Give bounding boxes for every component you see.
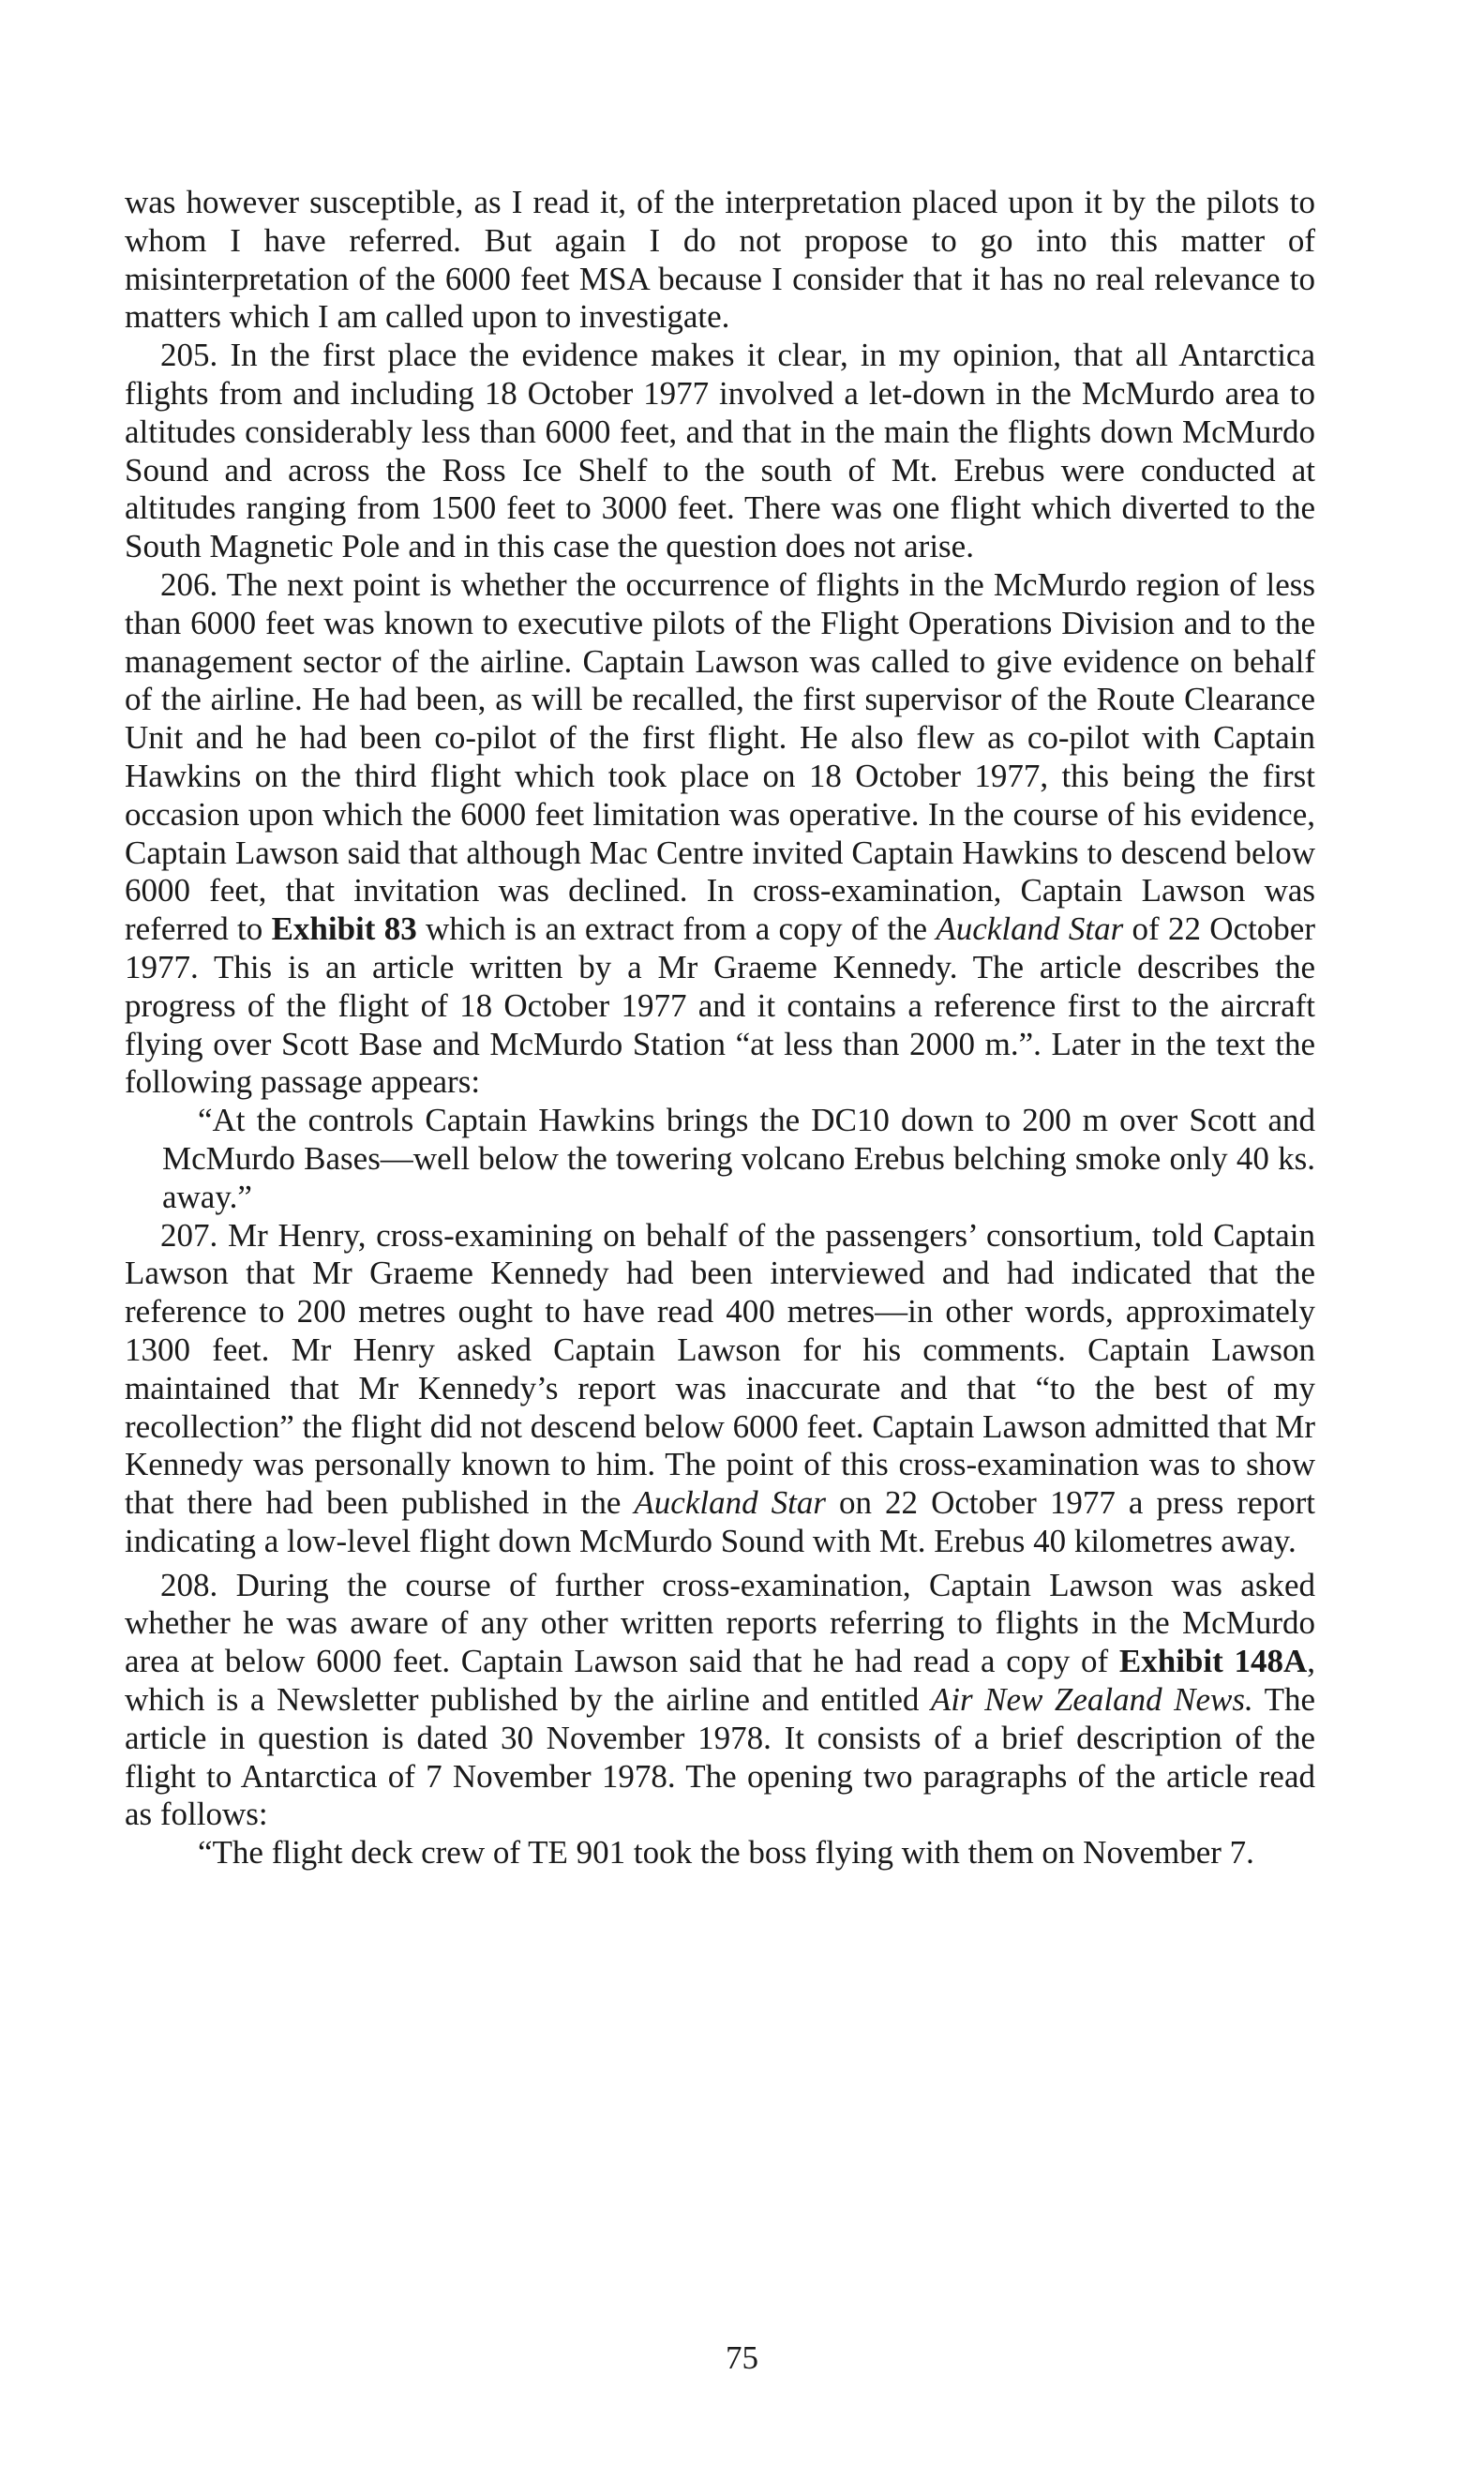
newsletter-title: Air New Zealand News. <box>930 1681 1253 1719</box>
paragraph-208-text-a: 208. During the course of further cross-examination, Captain Lawson was asked whether he was aware of any other written reports referring to flights in the McMurdo area at below 6000 feet. Captain Lawson said that he had read a copy of <box>125 1566 1315 1680</box>
paragraph-208-text-c: The article in question is dated 30 November 1978. It consists of a brief description of the flight to Antarctica of 7 November 1978. The opening two paragraphs of the article read as follows: <box>125 1681 1315 1833</box>
page-number: 75 <box>726 2339 758 2376</box>
report-page-body <box>125 184 1315 1872</box>
newspaper-title: Auckland Star <box>634 1484 826 1522</box>
paragraph-206 <box>125 566 1315 1102</box>
paragraph-207-text-b: on 22 October 1977 a press report indicating a low-level flight down McMurdo Sound with Mt. Erebus 40 kilometres away. <box>125 1484 1315 1559</box>
exhibit-83-reference: Exhibit 83 <box>271 910 417 948</box>
exhibit-148a-reference: Exhibit 148A <box>1118 1643 1308 1680</box>
quotation-newsletter: “The flight deck crew of TE 901 took the boss flying with them on November 7. <box>198 1834 1254 1872</box>
paragraph-208 <box>125 1567 1315 1835</box>
paragraph-204-continuation: was however susceptible, as I read it, of the interpretation placed upon it by the pilots to whom I have referred. But again I do not propose to go into this matter of misinterpretation of the 6000 feet MSA because I consider that it has no real relevance to matters which I am called upon to investigate. <box>125 184 1315 336</box>
paragraph-207 <box>125 1217 1315 1561</box>
newspaper-title: Auckland Star <box>936 910 1124 948</box>
quotation-auckland-star: “At the controls Captain Hawkins brings the DC10 down to 200 m over Scott and McMurdo Bases—well below the towering volcano Erebus belching smoke only 40 ks. away.” <box>162 1102 1315 1215</box>
paragraph-208-text-b: , which is a Newsletter published by the airline and entitled <box>125 1643 1316 1719</box>
paragraph-206-text-c: of 22 October 1977. This is an article written by a Mr Graeme Kennedy. The article describes the progress of the flight of 18 October 1977 and it contains a reference first to the aircraft flying over Scott Base and McMurdo Station “at less than 2000 m.”. Later in the text the following passage appears: <box>125 910 1315 1101</box>
paragraph-206-text-b: which is an extract from a copy of the <box>416 910 937 948</box>
paragraph-205: 205. In the first place the evidence makes it clear, in my opinion, that all Antarctica flights from and including 18 October 1977 involved a let-down in the McMurdo area to altitudes considerably less than 6000 feet, and that in the main the flights down McMurdo Sound and across the Ross Ice Shelf to the south of Mt. Erebus were conducted at altitudes ranging from 1500 feet to 3000 feet. There was one flight which diverted to the South Magnetic Pole and in this case the question does not arise. <box>125 337 1315 565</box>
paragraph-206-text-a: 206. The next point is whether the occurrence of flights in the McMurdo region of less than 6000 feet was known to executive pilots of the Flight Operations Division and to the management sector of the airline. Captain Lawson was called to give evidence on behalf of the airline. He had been, as will be recalled, the first supervisor of the Route Clearance Unit and he had been co-pilot of the first flight. He also flew as co-pilot with Captain Hawkins on the third flight which took place on 18 October 1977, this being the first occasion upon which the 6000 feet limitation was operative. In the course of his evidence, Captain Lawson said that although Mac Centre invited Captain Hawkins to descend below 6000 feet, that invitation was declined. In cross-examination, Captain Lawson was referred to <box>125 565 1315 948</box>
paragraph-207-text-a: 207. Mr Henry, cross-examining on behalf of the passengers’ consortium, told Captain Lawson that Mr Graeme Kennedy had been interviewed and had indicated that the reference to 200 metres ought to have read 400 metres—in other words, approximately 1300 feet. Mr Henry asked Captain Lawson for his comments. Captain Lawson maintained that Mr Kennedy’s report was inaccurate and that “to the best of my recollection” the flight did not descend below 6000 feet. Captain Lawson admitted that Mr Kennedy was personally known to him. The point of this cross-examination was to show that there had been published in the <box>125 1216 1315 1522</box>
